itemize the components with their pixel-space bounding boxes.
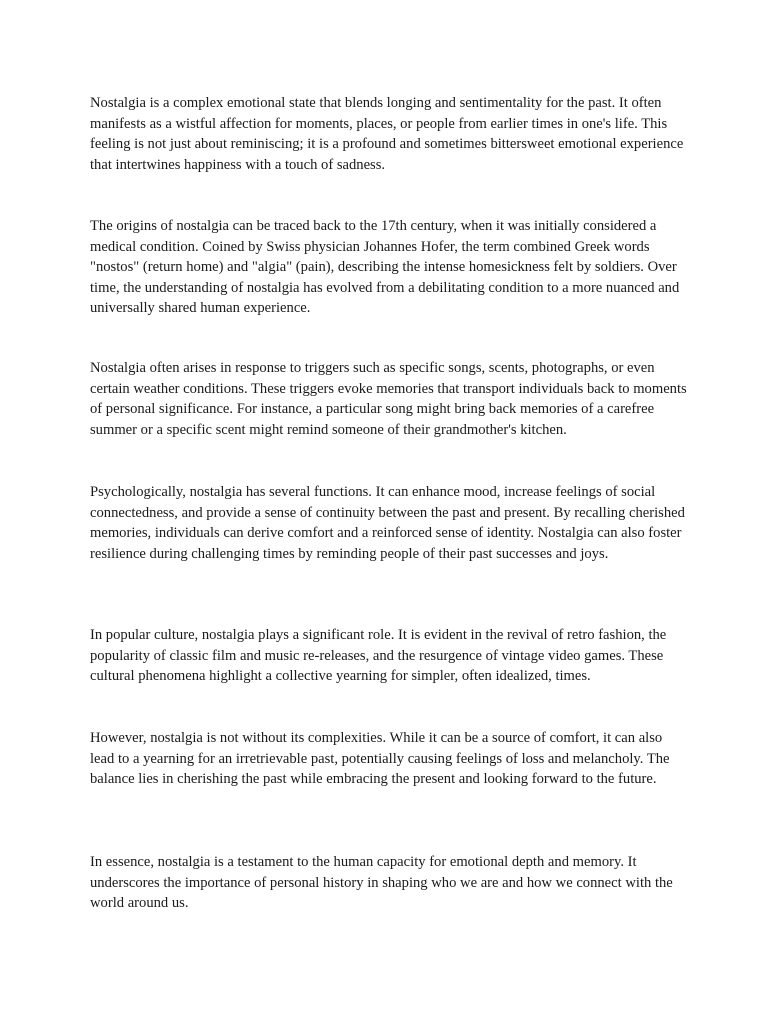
paragraph-4: Psychologically, nostalgia has several functions. It can enhance mood, increase feelings of social connectedness, and provide a sense of continuity between the past and present. By recalling cherished memories, individuals can derive comfort and a reinforced sense of identity. Nostalgia can also foster resilience during challenging times by reminding people of their past successes and joys. [90,484,685,562]
paragraph-7: In essence, nostalgia is a testament to the human capacity for emotional depth and memory. It underscores the importance of personal history in shaping who we are and how we connect with the world around us. [90,854,673,912]
paragraph-1: Nostalgia is a complex emotional state that blends longing and sentimentality for the past. It often manifests as a wistful affection for moments, places, or people from earlier times in one's life. This feeling is not just about reminiscing; it is a profound and sometimes bittersweet emotional experience that intertwines happiness with a touch of sadness. [90,95,684,173]
paragraph-2: The origins of nostalgia can be traced back to the 17th century, when it was initially considered a medical condition. Coined by Swiss physician Johannes Hofer, the term combined Greek words "nostos" (return home) and "algia" (pain), describing the intense homesickness felt by soldiers. Over time, the understanding of nostalgia has evolved from a debilitating condition to a more nuanced and universally shared human experience. [90,218,680,317]
paragraph-3: Nostalgia often arises in response to triggers such as specific songs, scents, photographs, or even certain weather conditions. These triggers evoke memories that transport individuals back to moments of personal significance. For instance, a particular song might bring back memories of a carefree summer or a specific scent might remind someone of their grandmother's kitchen. [90,360,687,438]
paragraph-6: However, nostalgia is not without its complexities. While it can be a source of comfort, it can also lead to a yearning for an irretrievable past, potentially causing feelings of loss and melancholy. The balance lies in cherishing the past while embracing the present and looking forward to the future. [90,730,670,788]
paragraph-5: In popular culture, nostalgia plays a significant role. It is evident in the revival of retro fashion, the popularity of classic film and music re-releases, and the resurgence of vintage video games. These cultural phenomena highlight a collective yearning for simpler, often idealized, times. [90,627,667,685]
